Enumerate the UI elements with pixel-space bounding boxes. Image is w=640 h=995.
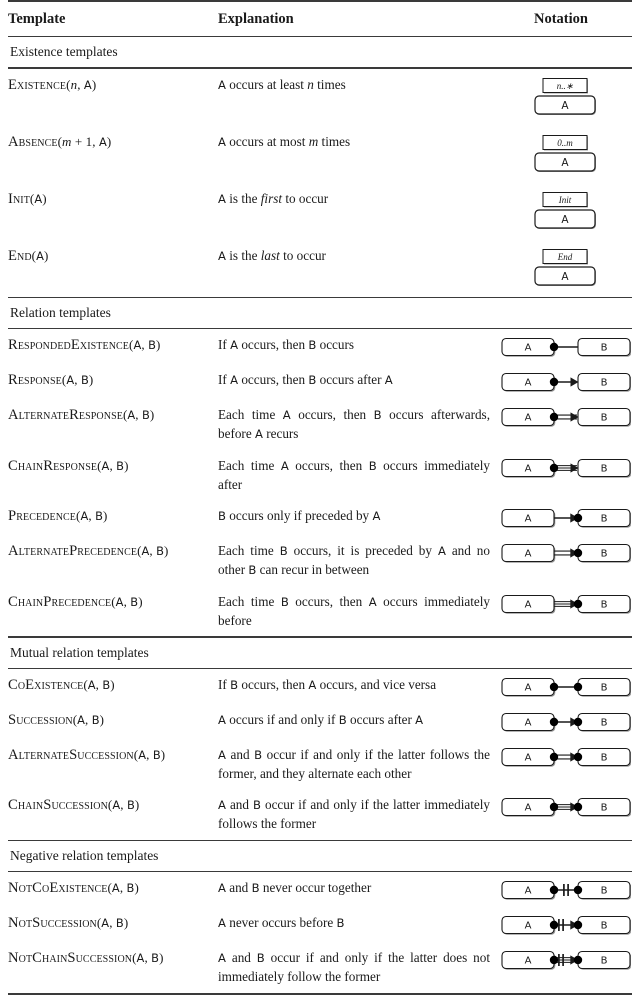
table-row bbox=[8, 69, 632, 126]
svg-text:B: B bbox=[600, 920, 608, 932]
svg-text:A: A bbox=[524, 463, 532, 475]
table-row bbox=[8, 872, 632, 907]
svg-text:Init: Init bbox=[558, 194, 572, 205]
template-name: NotSuccession(A, B) bbox=[8, 915, 129, 932]
svg-text:B: B bbox=[600, 717, 608, 729]
svg-text:B: B bbox=[600, 955, 608, 967]
svg-text:B: B bbox=[600, 342, 608, 354]
svg-text:0..m: 0..m bbox=[557, 137, 573, 148]
table-row bbox=[8, 126, 632, 183]
existence-notation-diagram bbox=[500, 190, 632, 234]
table-row bbox=[8, 789, 632, 839]
svg-text:B: B bbox=[600, 463, 608, 475]
svg-text:B: B bbox=[600, 682, 608, 694]
table-row bbox=[8, 183, 632, 240]
template-name: AlternatePrecedence(A, B) bbox=[8, 543, 169, 560]
svg-text:B: B bbox=[600, 377, 608, 389]
svg-text:B: B bbox=[600, 548, 608, 560]
template-name: NotCoExistence(A, B) bbox=[8, 880, 139, 897]
template-explanation: If B occurs, then A occurs, and vice versa bbox=[218, 676, 437, 692]
relation-notation-diagram bbox=[500, 371, 632, 393]
table-row bbox=[8, 364, 632, 399]
svg-text:A: A bbox=[524, 412, 532, 424]
template-explanation: Each time B occurs, then A occurs immediately before bbox=[218, 593, 491, 628]
svg-text:A: A bbox=[524, 752, 532, 764]
svg-text:A: A bbox=[524, 920, 532, 932]
relation-notation-diagram bbox=[500, 879, 632, 901]
table-row bbox=[8, 240, 632, 297]
section-title-existence: Existence templates bbox=[10, 44, 118, 60]
template-explanation: A occurs if and only if B occurs after A bbox=[218, 711, 424, 727]
relation-rows bbox=[8, 329, 632, 636]
svg-text:B: B bbox=[600, 885, 608, 897]
existence-notation-diagram bbox=[500, 247, 632, 291]
relation-notation-diagram bbox=[500, 949, 632, 971]
template-name: Init(A) bbox=[8, 190, 47, 207]
svg-text:End: End bbox=[557, 251, 573, 262]
table-row bbox=[8, 586, 632, 636]
table-row bbox=[8, 500, 632, 535]
table-row bbox=[8, 739, 632, 789]
template-explanation: Each time B occurs, it is preceded by A and no other B can recur in between bbox=[218, 543, 490, 578]
svg-text:A: A bbox=[524, 955, 532, 967]
table-row bbox=[8, 704, 632, 739]
template-name: Response(A, B) bbox=[8, 372, 94, 389]
template-name: RespondedExistence(A, B) bbox=[8, 337, 161, 354]
template-explanation: A is the last to occur bbox=[218, 247, 326, 263]
template-explanation: If A occurs, then B occurs after A bbox=[218, 372, 393, 388]
svg-text:A: A bbox=[524, 599, 532, 611]
table-row bbox=[8, 329, 632, 364]
relation-notation-diagram bbox=[500, 457, 632, 479]
relation-notation-diagram bbox=[500, 914, 632, 936]
svg-text:A: A bbox=[524, 682, 532, 694]
svg-text:B: B bbox=[600, 412, 608, 424]
header-explanation: Explanation bbox=[218, 10, 294, 27]
header-template: Template bbox=[8, 10, 66, 27]
section-title-negative: Negative relation templates bbox=[10, 848, 159, 864]
template-name: CoExistence(A, B) bbox=[8, 676, 115, 693]
section-title-relation: Relation templates bbox=[10, 305, 111, 321]
svg-text:B: B bbox=[600, 752, 608, 764]
table-row bbox=[8, 907, 632, 942]
template-name: NotChainSuccession(A, B) bbox=[8, 950, 164, 967]
template-explanation: A never occurs before B bbox=[218, 915, 345, 931]
relation-notation-diagram bbox=[500, 406, 632, 428]
template-name: Existence(n, A) bbox=[8, 76, 97, 93]
template-explanation: If A occurs, then B occurs bbox=[218, 337, 355, 353]
mutual-rows bbox=[8, 669, 632, 840]
template-name: AlternateSuccession(A, B) bbox=[8, 746, 166, 763]
svg-text:B: B bbox=[600, 599, 608, 611]
relation-notation-diagram bbox=[500, 796, 632, 818]
svg-text:A: A bbox=[524, 342, 532, 354]
template-name: Succession(A, B) bbox=[8, 711, 105, 728]
template-explanation: A and B occur if and only if the latter follows the former, and they alternate each other bbox=[218, 746, 490, 781]
table-row bbox=[8, 669, 632, 704]
table-row bbox=[8, 942, 632, 992]
template-explanation: Each time A occurs, then B occurs afterwards, before A recurs bbox=[218, 407, 490, 442]
relation-notation-diagram bbox=[500, 336, 632, 358]
template-name: AlternateResponse(A, B) bbox=[8, 407, 155, 424]
svg-text:A: A bbox=[524, 717, 532, 729]
relation-notation-diagram bbox=[500, 593, 632, 615]
svg-text:A: A bbox=[524, 377, 532, 389]
template-name: ChainSuccession(A, B) bbox=[8, 797, 140, 814]
relation-notation-diagram bbox=[500, 676, 632, 698]
negative-rows bbox=[8, 872, 632, 992]
relation-notation-diagram bbox=[500, 746, 632, 768]
template-explanation: A and B occur if and only if the latter immediately follows the former bbox=[218, 797, 490, 832]
template-explanation: B occurs only if preceded by A bbox=[218, 508, 381, 524]
svg-text:B: B bbox=[600, 802, 608, 814]
svg-text:A: A bbox=[524, 513, 532, 525]
existence-notation-diagram bbox=[500, 76, 632, 120]
relation-notation-diagram bbox=[500, 507, 632, 529]
template-name: Absence(m + 1, A) bbox=[8, 133, 112, 150]
template-explanation: A and B never occur together bbox=[218, 880, 372, 896]
existence-notation-diagram bbox=[500, 133, 632, 177]
svg-text:n..∗: n..∗ bbox=[556, 80, 574, 91]
svg-text:A: A bbox=[561, 156, 569, 169]
template-explanation: A and B occur if and only if the latter does not immediately follow the former bbox=[218, 950, 491, 985]
template-explanation: A is the first to occur bbox=[218, 190, 329, 206]
svg-text:B: B bbox=[600, 513, 608, 525]
table-row bbox=[8, 399, 632, 449]
svg-text:A: A bbox=[561, 213, 569, 226]
template-explanation: A occurs at most m times bbox=[218, 133, 351, 149]
template-name: End(A) bbox=[8, 247, 49, 264]
relation-notation-diagram bbox=[500, 711, 632, 733]
table-row bbox=[8, 450, 632, 500]
template-name: ChainPrecedence(A, B) bbox=[8, 593, 143, 610]
svg-text:A: A bbox=[524, 548, 532, 560]
svg-text:A: A bbox=[561, 99, 569, 112]
table-header-row bbox=[8, 2, 632, 36]
svg-text:A: A bbox=[561, 270, 569, 283]
template-name: ChainResponse(A, B) bbox=[8, 457, 129, 474]
table-row bbox=[8, 535, 632, 585]
template-explanation: Each time A occurs, then B occurs immediately after bbox=[218, 457, 491, 492]
svg-text:A: A bbox=[524, 885, 532, 897]
template-name: Precedence(A, B) bbox=[8, 508, 108, 525]
header-notation: Notation bbox=[534, 10, 588, 27]
template-explanation: A occurs at least n times bbox=[218, 76, 346, 92]
svg-text:A: A bbox=[524, 802, 532, 814]
existence-rows bbox=[8, 69, 632, 297]
relation-notation-diagram bbox=[500, 542, 632, 564]
section-title-mutual: Mutual relation templates bbox=[10, 644, 149, 660]
